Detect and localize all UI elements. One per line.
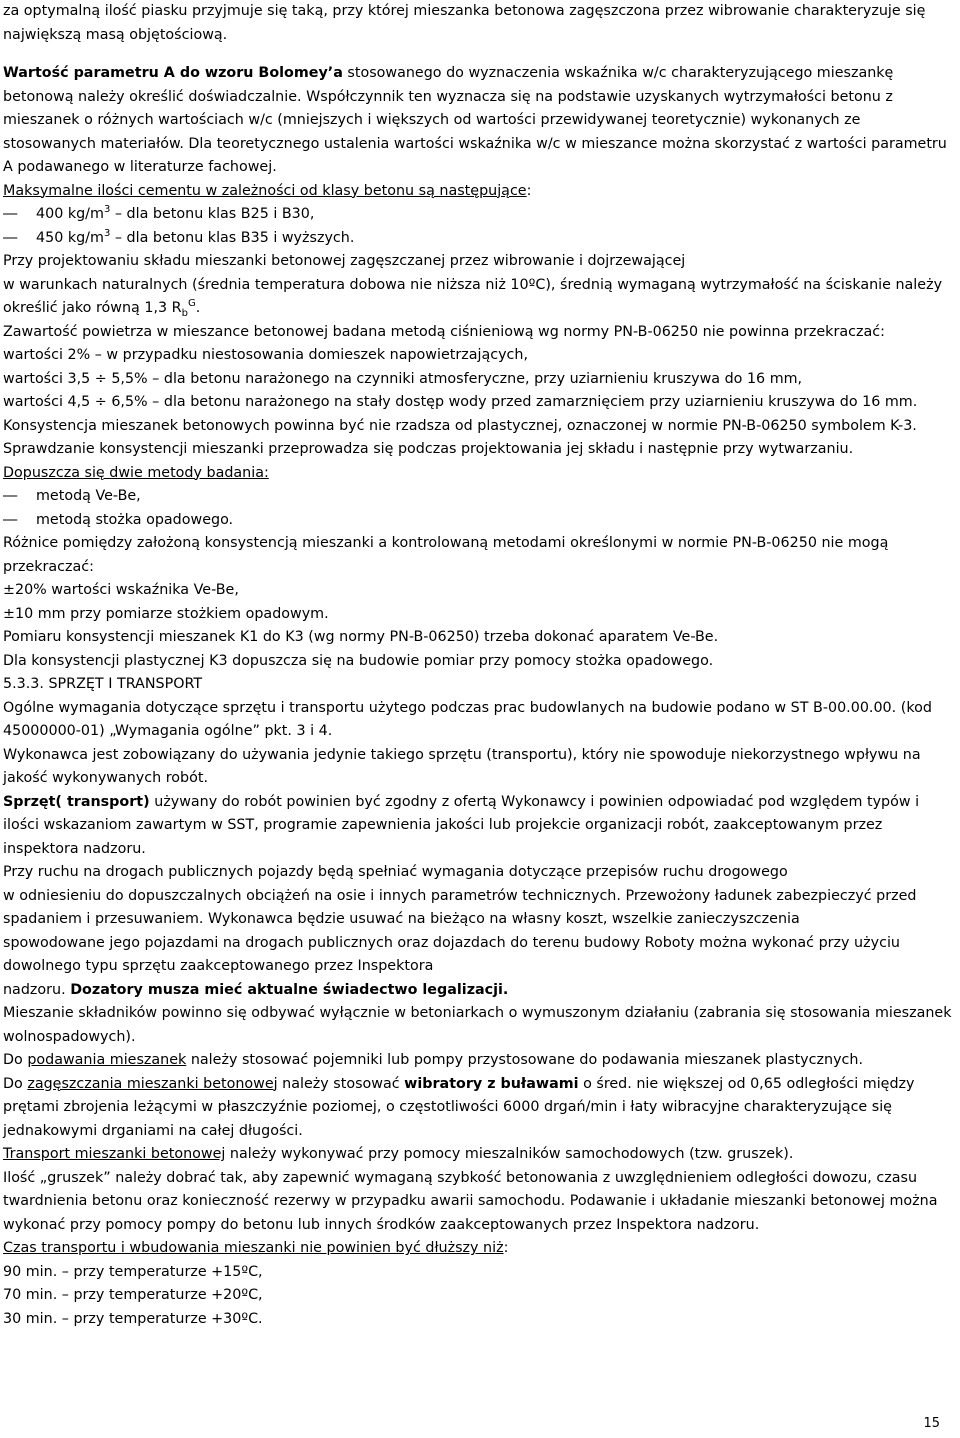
text-run: używany do robót powinien być zgodny z ofertą Wykonawcy i powinien odpowiadać pod względem typów i ilości wskazaniom zawartym w SST, programie zapewnienia jakości lub projekcie organizacji robót, zaakceptowanym przez inspektora nadzoru. xyxy=(3,793,920,857)
text-run: – dla betonu klas B25 i B30, xyxy=(110,206,315,222)
paragraph: Wykonawca jest zobowiązany do używania jedynie takiego sprzętu (transportu), który nie spowoduje niekorzystnego wpływu na jakość wykonywanych robót. xyxy=(3,746,921,786)
paragraph: ±10 mm przy pomiarze stożkiem opadowym. xyxy=(3,605,329,622)
paragraph: 30 min. – przy temperaturze +30ºC. xyxy=(3,1310,263,1327)
underlined-heading: Czas transportu i wbudowania mieszanki nie powinien być dłuższy niż xyxy=(3,1240,504,1256)
paragraph: Ogólne wymagania dotyczące sprzętu i transportu użytego podczas prac budowlanych na budowie podano w ST B-00.00.00. (kod 45000000-01) „Wymagania ogólne” pkt. 3 i 4. xyxy=(3,699,932,739)
subscript: b xyxy=(181,307,188,319)
list-item-text xyxy=(36,227,354,251)
list-item xyxy=(3,485,955,509)
paragraph: w odniesieniu do dopuszczalnych obciążeń na osie i innych parametrów technicznych. Przewożony ładunek zabezpieczyć przed spadaniem i przesuwaniem. Wykonawca będzie usuwać na bieżąco na własny koszt, wszelkie zanieczyszczenia xyxy=(3,887,917,927)
underlined-term: Transport mieszanki betonowej xyxy=(3,1146,226,1162)
text-run: : xyxy=(503,1240,509,1256)
page-number: 15 xyxy=(923,1416,940,1431)
text-run: – dla betonu klas B35 i wyższych. xyxy=(110,229,355,246)
list-item xyxy=(3,227,955,251)
paragraph xyxy=(3,180,955,204)
superscript: 3 xyxy=(103,204,111,216)
dash-bullet: — xyxy=(3,488,18,504)
paragraph xyxy=(3,1073,955,1144)
bold-term: wibratory z buławami xyxy=(404,1075,579,1092)
paragraph: Przy projektowaniu składu mieszanki betonowej zagęszczanej przez wibrowanie i dojrzewającej xyxy=(3,253,686,269)
section-heading: 5.3.3. SPRZĘT I TRANSPORT xyxy=(3,676,203,692)
paragraph: Konsystencja mieszanek betonowych powinna być nie rzadsza od plastycznej, oznaczonej w normie PN-B-06250 symbolem K-3. xyxy=(3,417,917,434)
paragraph xyxy=(3,274,955,321)
text-run: należy wykonywać przy pomocy mieszalników samochodowych (tzw. gruszek). xyxy=(225,1146,794,1162)
list-item-text: metodą stożka opadowego. xyxy=(36,511,234,528)
paragraph: spowodowane jego pojazdami na drogach publicznych oraz dojazdach do terenu budowy Roboty można wykonać przy użyciu dowolnego typu sprzętu zaakceptowanego przez Inspektora xyxy=(3,934,900,974)
paragraph xyxy=(3,1143,955,1167)
paragraph: Przy ruchu na drogach publicznych pojazdy będą spełniać wymagania dotyczące przepisów ruchu drogowego xyxy=(3,864,788,880)
paragraph: Sprawdzanie konsystencji mieszanki przeprowadza się podczas projektowania jej składu i następnie przy wytwarzaniu. xyxy=(3,441,854,457)
bold-statement: Dozatory musza mieć aktualne świadectwo legalizacji. xyxy=(70,981,509,998)
paragraph xyxy=(3,1237,955,1261)
paragraph xyxy=(3,62,955,180)
text-run: 400 kg/m xyxy=(36,206,104,222)
underlined-term: podawania mieszanek xyxy=(27,1052,187,1068)
paragraph xyxy=(3,791,955,862)
list-item xyxy=(3,203,955,227)
text-run: . xyxy=(195,300,201,316)
text-run: Do xyxy=(3,1075,28,1092)
paragraph: Pomiaru konsystencji mieszanek K1 do K3 (wg normy PN-B-06250) trzeba dokonać aparatem Ve-Be. xyxy=(3,629,719,645)
text-run: stosowanego do wyznaczenia wskaźnika w/c charakteryzującego mieszankę betonową należy określić doświadczalnie. xyxy=(3,65,894,105)
superscript: G xyxy=(187,298,196,310)
paragraph: Zawartość powietrza w mieszance betonowej badana metodą ciśnieniową wg normy PN-B-06250 nie powinna przekraczać: xyxy=(3,323,885,340)
text-run: w warunkach naturalnych (średnia temperatura dobowa nie niższa niż 10ºC), średnią wymaganą wytrzymałość na ściskanie należy określić jako równą 1,3 R xyxy=(3,276,943,316)
dash-bullet: — xyxy=(3,206,18,222)
underlined-heading: Dopuszcza się dwie metody badania: xyxy=(3,464,269,481)
list-item-text: metodą Ve-Be, xyxy=(36,488,141,504)
paragraph xyxy=(3,1049,955,1073)
text-run: nadzoru. xyxy=(3,981,71,998)
superscript: 3 xyxy=(103,227,111,239)
text-run: należy stosować xyxy=(277,1075,405,1092)
list-item xyxy=(3,509,955,533)
paragraph: Dla konsystencji plastycznej K3 dopuszcza się na budowie pomiar przy pomocy stożka opadowego. xyxy=(3,652,714,669)
bold-term: Sprzęt( transport) xyxy=(3,793,150,810)
paragraph xyxy=(3,462,955,486)
list-item-text xyxy=(36,203,314,227)
paragraph: Różnice pomiędzy założoną konsystencją mieszanki a kontrolowaną metodami określonymi w normie PN-B-06250 nie mogą przekraczać: xyxy=(3,535,889,575)
bold-term: Wartość parametru A do wzoru Bolomey’a xyxy=(3,65,343,81)
text-run: 450 kg/m xyxy=(36,229,104,246)
paragraph: za optymalną ilość piasku przyjmuje się taką, przy której mieszanka betonowa zagęszczona przez wibrowanie charakteryzuje się największą masą objętościową. xyxy=(3,3,926,43)
paragraph: Ilość „gruszek” należy dobrać tak, aby zapewnić wymaganą szybkość betonowania z uwzględnieniem odległości dowozu, czasu twardnienia betonu oraz konieczność rezerwy w przypadku awarii samochodu. Podawanie i układanie mieszanki betonowej można wykonać przy pomocy pompy do betonu lub innych środków zaakceptowanych przez Inspektora nadzoru. xyxy=(3,1169,938,1233)
paragraph: wartości 4,5 ÷ 6,5% – dla betonu narażonego na stały dostęp wody przed zamarznięciem przy uziarnieniu kruszywa do 16 mm. xyxy=(3,394,918,410)
paragraph: wartości 2% – w przypadku niestosowania domieszek napowietrzających, xyxy=(3,347,529,363)
paragraph: ±20% wartości wskaźnika Ve-Be, xyxy=(3,582,239,598)
text-run: : xyxy=(526,182,532,199)
text-run: Do xyxy=(3,1052,28,1068)
paragraph: wartości 3,5 ÷ 5,5% – dla betonu narażonego na czynniki atmosferyczne, przy uziarnieniu kruszywa do 16 mm, xyxy=(3,370,803,387)
paragraph: Mieszanie składników powinno się odbywać wyłącznie w betoniarkach o wymuszonym działaniu (zabrania się stosowania mieszanek wolnospadowych). xyxy=(3,1005,952,1045)
paragraph: 70 min. – przy temperaturze +20ºC, xyxy=(3,1287,263,1303)
underlined-heading: Maksymalne ilości cementu w zależności od klasy betonu są następujące xyxy=(3,182,527,199)
paragraph: 90 min. – przy temperaturze +15ºC, xyxy=(3,1263,263,1280)
paragraph xyxy=(3,979,955,1003)
text-run: należy stosować pojemniki lub pompy przystosowane do podawania mieszanek plastycznych. xyxy=(186,1052,863,1068)
text-run: Współczynnik ten wyznacza się na podstawie uzyskanych wytrzymałości betonu z mieszanek o różnych wartościach w/c (mniejszych i większych od wartości przewidywanej teoretycznie) wykonanych ze stosowanych materiałów. Dla teoretycznego ustalenia wartości wskaźnika w/c w mieszance można skorzystać z wartości parametru A podawanego w literaturze fachowej. xyxy=(3,88,947,175)
dash-bullet: — xyxy=(3,229,18,246)
underlined-term: zagęszczania mieszanki betonowej xyxy=(27,1075,278,1092)
text-run: o śred. nie większej od 0,65 odległości między prętami zbrojenia leżącymi w płaszczyźnie poziomej, o częstotliwości 6000 drgań/min i łaty wibracyjne charakteryzujące się jednakowymi drganiami na całej długości. xyxy=(3,1075,915,1139)
dash-bullet: — xyxy=(3,511,18,528)
